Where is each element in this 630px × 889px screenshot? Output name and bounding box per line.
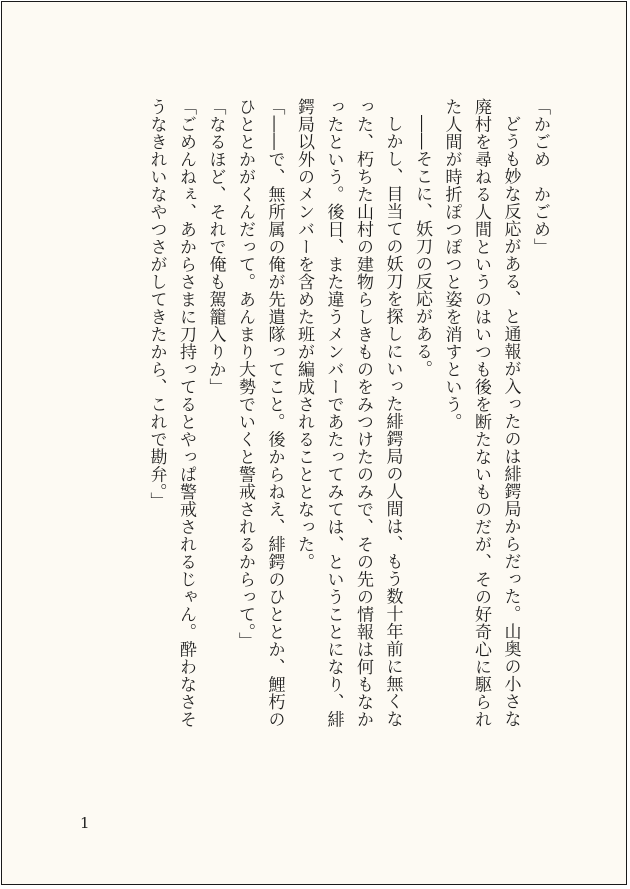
paragraph-line: た人間が時折ぽつぽつと姿を消すという。	[441, 98, 462, 431]
document-page	[1, 1, 627, 885]
paragraph-line: どうも妙な反応がある、と通報が入ったのは緋鍔局からだった。山奥の小さな	[500, 115, 521, 728]
dialogue-line: 「なるほど、それで俺も駕籠入りか」	[205, 98, 226, 396]
paragraph-line: 鍔局以外のメンバーを含めた班が編成されることとなった。	[294, 98, 314, 571]
dialogue-line: ひととかがくんだって。あんまり大勢でいくと警戒されるからって。」	[235, 98, 255, 650]
paragraph-line: ――そこに、妖刀の反応がある。	[412, 115, 432, 378]
dialogue-line: 「――で、無所属の俺が先遣隊ってこと。後からねえ、緋鍔のひととか、鯉朽の	[264, 98, 285, 728]
paragraph-line: しかし、目当ての妖刀を探しにいった緋鍔局の人間は、もう数十年前に無くな	[382, 115, 403, 728]
title-line: 「かごめ かごめ」	[530, 98, 550, 256]
paragraph-line: った、朽ちた山村の建物らしきものをみつけたのみで、その先の情報は何もなか	[353, 98, 373, 728]
dialogue-line: 「ごめんねぇ、あからさまに刀持ってるとやっぱ警戒されるじゃん。酔わなさそ	[176, 98, 196, 728]
vertical-text-body	[141, 98, 554, 838]
page-number: 1	[80, 814, 90, 832]
paragraph-line: ったという。後日、また違うメンバーであたってみては、ということになり、緋	[323, 98, 344, 728]
paragraph-line: 廃村を尋ねる人間というのはいつも後を断たないものだが、その好奇心に駆られ	[471, 98, 491, 728]
dialogue-line: うなきれいなやつさがしてきたから、これで勘弁。」	[146, 98, 167, 510]
